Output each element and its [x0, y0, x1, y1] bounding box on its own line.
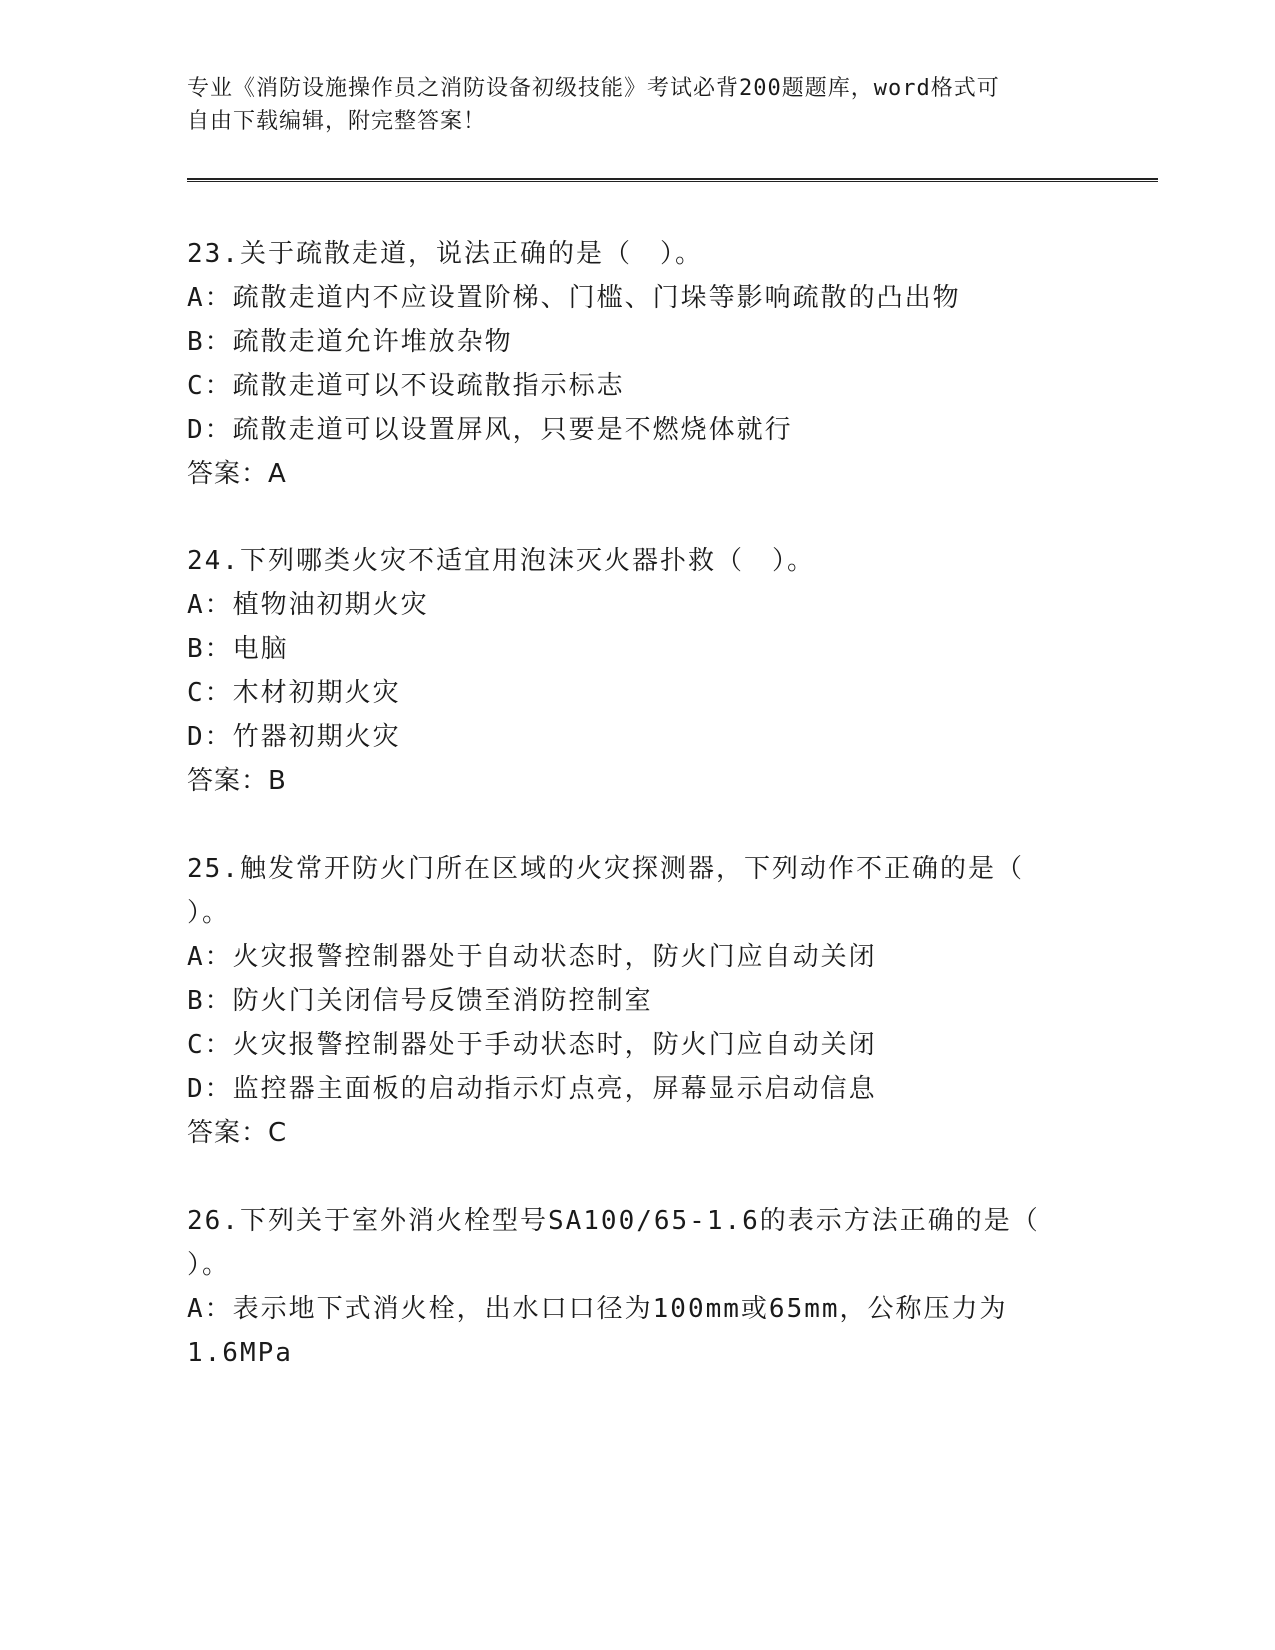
- question-25-answer: 答案：C: [187, 1118, 288, 1148]
- question-23-stem: 23.关于疏散走道，说法正确的是（ ）。: [187, 239, 703, 269]
- question-24-option-d: D：竹器初期火灾: [187, 722, 401, 752]
- question-23-option-c: C：疏散走道可以不设疏散指示标志: [187, 371, 625, 401]
- question-24-option-c: C：木材初期火灾: [187, 678, 401, 708]
- header-line-2: 自由下载编辑，附完整答案！: [187, 109, 487, 134]
- question-24-answer: 答案：B: [187, 766, 287, 796]
- question-25-option-b: B：防火门关闭信号反馈至消防控制室: [187, 986, 653, 1016]
- question-26-option-a-line-2: 1.6MPa: [187, 1338, 293, 1368]
- question-26-option-a-line-1: A：表示地下式消火栓，出水口口径为100mm或65mm，公称压力为: [187, 1294, 1008, 1324]
- question-23-answer: 答案：A: [187, 459, 287, 489]
- question-24-stem: 24.下列哪类火灾不适宜用泡沫灭火器扑救（ ）。: [187, 546, 815, 576]
- question-24-option-a: A：植物油初期火灾: [187, 590, 429, 620]
- header-divider: [187, 178, 1158, 182]
- question-25-stem-line-1: 25.触发常开防火门所在区域的火灾探测器，下列动作不正确的是（: [187, 854, 1024, 884]
- question-25-stem-line-2: ）。: [187, 898, 231, 928]
- question-25-option-d: D：监控器主面板的启动指示灯点亮，屏幕显示启动信息: [187, 1074, 877, 1104]
- question-23-option-b: B：疏散走道允许堆放杂物: [187, 327, 513, 357]
- page-header: [187, 72, 1087, 138]
- question-26-stem-line-1: 26.下列关于室外消火栓型号SA100/65-1.6的表示方法正确的是（: [187, 1206, 1040, 1236]
- question-25-option-a: A：火灾报警控制器处于自动状态时，防火门应自动关闭: [187, 942, 877, 972]
- question-26-stem-line-2: ）。: [187, 1250, 231, 1280]
- question-23-option-a: A：疏散走道内不应设置阶梯、门槛、门垛等影响疏散的凸出物: [187, 283, 961, 313]
- question-24-option-b: B：电脑: [187, 634, 289, 664]
- header-line-1: 专业《消防设施操作员之消防设备初级技能》考试必背200题题库，word格式可: [187, 76, 1000, 101]
- question-25-option-c: C：火灾报警控制器处于手动状态时，防火门应自动关闭: [187, 1030, 877, 1060]
- question-23-option-d: D：疏散走道可以设置屏风，只要是不燃烧体就行: [187, 415, 793, 445]
